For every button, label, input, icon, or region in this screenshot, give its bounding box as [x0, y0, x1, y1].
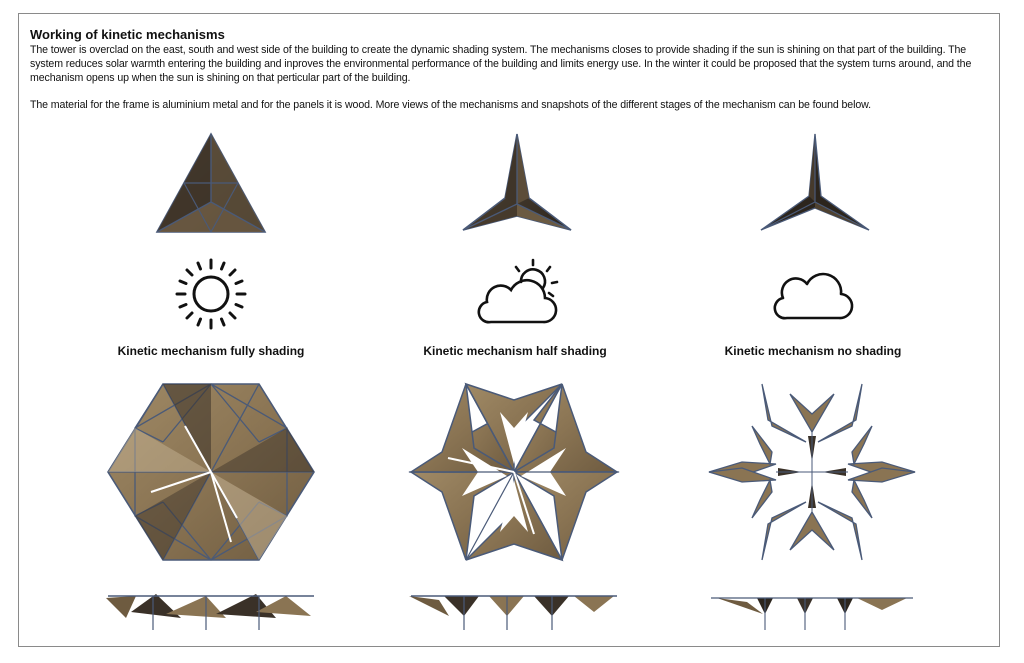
single-unit-closed-diagram	[151, 130, 271, 240]
star-cluster-half-open-diagram	[411, 372, 617, 572]
star-cluster-open-diagram	[709, 372, 915, 572]
single-unit-open-diagram	[755, 130, 875, 240]
stage-half-shading	[365, 130, 665, 640]
single-unit-half-diagram	[457, 130, 577, 240]
stage-caption-half-shading: Kinetic mechanism half shading	[423, 344, 607, 358]
stage-no-shading	[663, 130, 963, 640]
side-elevation-open-diagram	[707, 590, 917, 640]
sun-icon	[171, 254, 251, 334]
side-elevation-half-diagram	[409, 590, 619, 640]
stage-caption-no-shading: Kinetic mechanism no shading	[724, 344, 902, 358]
side-elevation-closed-diagram	[106, 590, 316, 640]
stage-fully-shading	[61, 130, 361, 640]
cloud-icon	[769, 266, 859, 326]
sun-behind-cloud-icon	[473, 258, 563, 328]
page-title: Working of kinetic mechanisms	[30, 27, 225, 42]
stage-caption-fully-shading: Kinetic mechanism fully shading	[117, 344, 305, 358]
hexagon-cluster-closed-diagram	[108, 372, 314, 572]
description-paragraph-1: The tower is overclad on the east, south and west side of the building to create the dynamic shading system. The mechanisms closes to provide shading if the sun is shining on that part of the building. The system reduces solar warmth entering the building and inproves the environmental performance of the building and limits energy use. In the winter it could be proposed that the system turns around, and the mechanism opens up when the sun is shining on that perticular part of the building.	[30, 44, 972, 84]
description-paragraph-2: The material for the frame is aluminium metal and for the panels it is wood. More views of the mechanisms and snapshots of the different stages of the mechanism can be found below.	[30, 99, 871, 111]
description-block	[30, 28, 990, 112]
